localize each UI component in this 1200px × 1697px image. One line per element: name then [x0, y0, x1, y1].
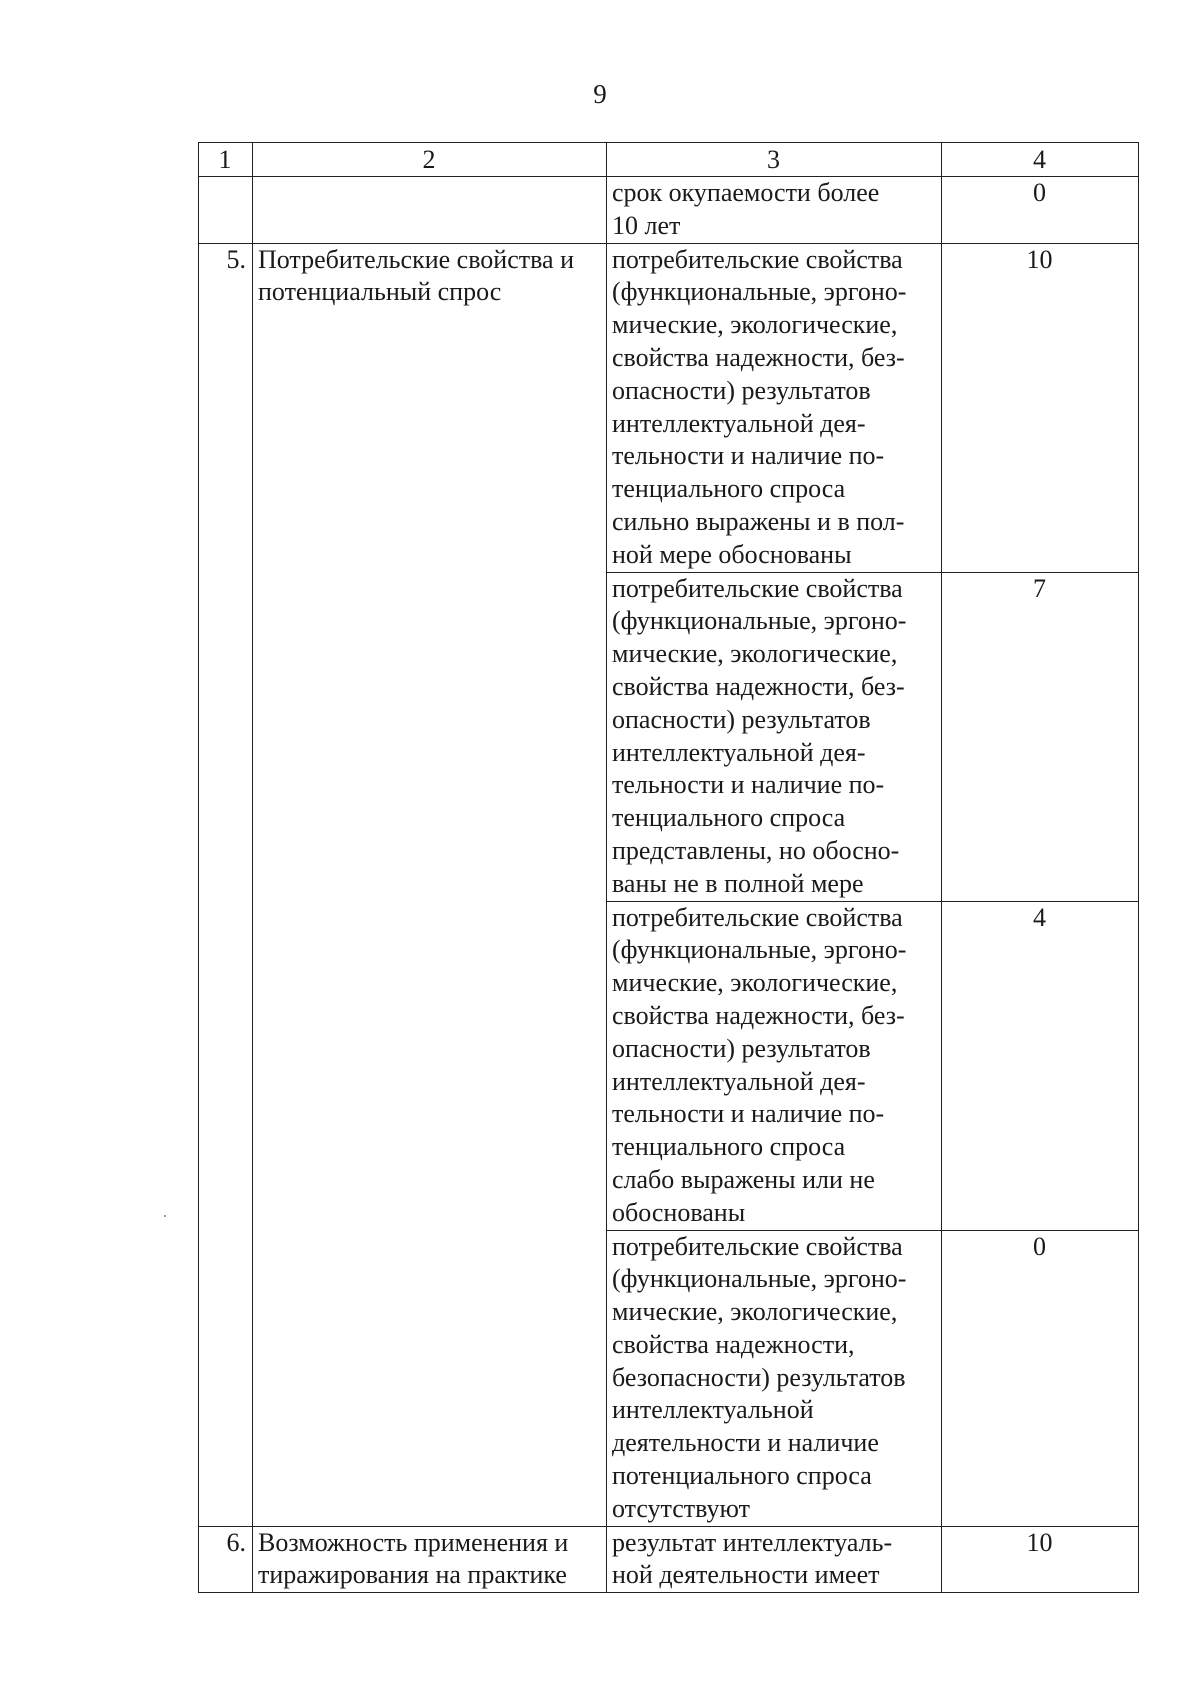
text-line: 10 лет [612, 210, 681, 240]
text-line: свойства надежности, [612, 1329, 855, 1359]
text-line: слабо выражены или не [612, 1164, 875, 1194]
criteria-table [198, 142, 1139, 1593]
text-line: ной деятельности имеет [612, 1560, 880, 1590]
text-line: (функциональные, эргоно- [612, 935, 907, 965]
score-value: 0 [942, 177, 1139, 244]
scan-speck [164, 1215, 166, 1217]
criterion-name [253, 1526, 607, 1593]
criterion-description [607, 243, 942, 572]
text-line: мические, экологические, [612, 310, 898, 340]
text-line: тельности и наличие по- [612, 770, 885, 800]
text-line: представлены, но обосно- [612, 835, 900, 865]
criterion-description [607, 1526, 942, 1593]
table-row [199, 177, 1139, 244]
text-line: потребительские свойства [612, 902, 903, 932]
criterion-number [199, 177, 253, 244]
column-header: 3 [607, 143, 942, 177]
text-line: тиражирования на практике [258, 1560, 567, 1590]
criterion-description [607, 1230, 942, 1526]
score-value: 10 [942, 1526, 1139, 1593]
text-line: отсутствуют [612, 1493, 750, 1523]
text-line: интеллектуальной дея- [612, 1066, 866, 1096]
column-header: 2 [253, 143, 607, 177]
criterion-number: 6. [199, 1526, 253, 1593]
text-line: интеллектуальной дея- [612, 737, 866, 767]
text-line: потенциальный спрос [258, 277, 502, 307]
text-line: потенциального спроса [612, 1461, 872, 1491]
text-line: тенциального спроса [612, 474, 846, 504]
text-line: (функциональные, эргоно- [612, 606, 907, 636]
text-line: срок окупаемости более [612, 178, 880, 207]
text-line: тенциального спроса [612, 803, 846, 833]
text-line: (функциональные, эргоно- [612, 277, 907, 307]
text-line: свойства надежности, без- [612, 342, 905, 372]
text-line: опасности) результатов [612, 375, 871, 405]
criterion-number: 5. [199, 243, 253, 1526]
table-row [199, 1526, 1139, 1593]
score-value: 4 [942, 901, 1139, 1230]
table-header-row [199, 143, 1139, 177]
text-line: интеллектуальной [612, 1395, 814, 1425]
text-line: обоснованы [612, 1197, 746, 1227]
text-line: свойства надежности, без- [612, 1000, 905, 1030]
text-line: Возможность применения и [258, 1527, 569, 1557]
page-number: 9 [593, 79, 607, 109]
text-line: потребительские свойства [612, 1231, 903, 1261]
text-line: мические, экологические, [612, 639, 898, 669]
criterion-name [253, 177, 607, 244]
text-line: опасности) результатов [612, 1033, 871, 1063]
column-header: 4 [942, 143, 1139, 177]
criterion-name [253, 243, 607, 1526]
criterion-description [607, 901, 942, 1230]
text-line: Потребительские свойства и [258, 244, 574, 274]
text-line: ной мере обоснованы [612, 539, 852, 569]
text-line: безопасности) результатов [612, 1362, 906, 1392]
text-line: (функциональные, эргоно- [612, 1264, 907, 1294]
text-line: опасности) результатов [612, 704, 871, 734]
text-line: тельности и наличие по- [612, 441, 885, 471]
column-header: 1 [199, 143, 253, 177]
text-line: ваны не в полной мере [612, 868, 864, 898]
text-line: результат интеллектуаль- [612, 1527, 893, 1557]
criterion-description [607, 177, 942, 244]
criterion-description [607, 572, 942, 901]
text-line: мические, экологические, [612, 1297, 898, 1327]
table-row [199, 243, 1139, 572]
text-line: потребительские свойства [612, 244, 903, 274]
text-line: тельности и наличие по- [612, 1099, 885, 1129]
score-value: 0 [942, 1230, 1139, 1526]
text-line: интеллектуальной дея- [612, 408, 866, 438]
text-line: мические, экологические, [612, 968, 898, 998]
text-line: деятельности и наличие [612, 1428, 879, 1458]
text-line: свойства надежности, без- [612, 671, 905, 701]
score-value: 7 [942, 572, 1139, 901]
text-line: сильно выражены и в пол- [612, 506, 905, 536]
text-line: тенциального спроса [612, 1132, 846, 1162]
score-value: 10 [942, 243, 1139, 572]
text-line: потребительские свойства [612, 573, 903, 603]
